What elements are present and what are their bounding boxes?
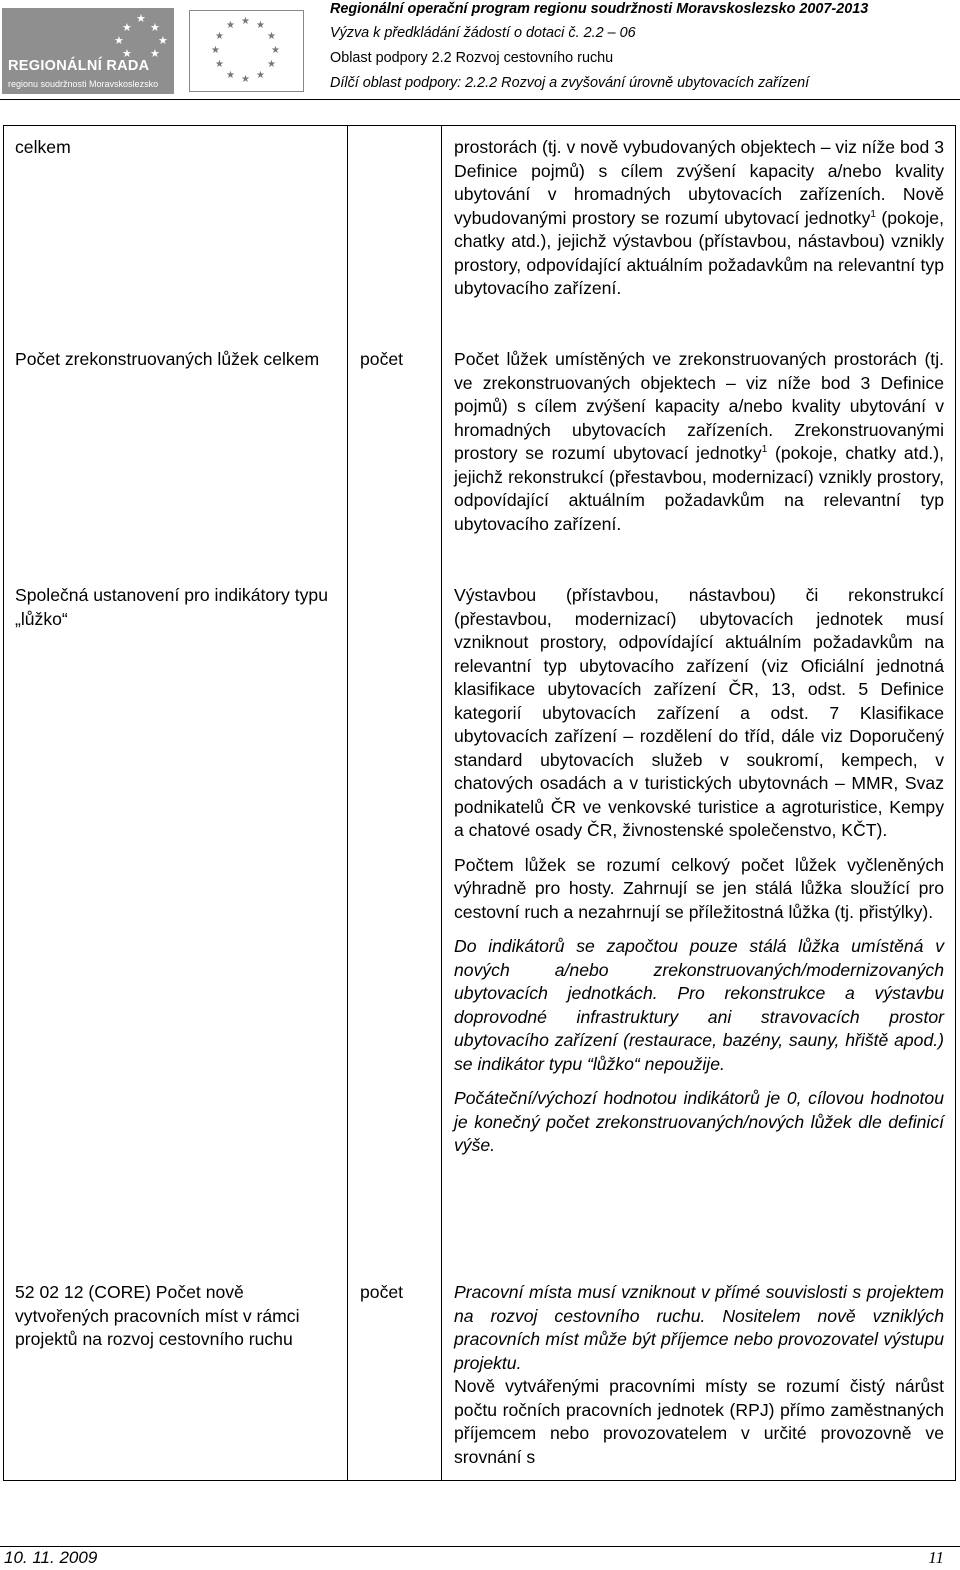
header-call: Výzva k předkládání žádostí o dotaci č. 2.2 – 06 xyxy=(330,25,636,41)
eu-stars-logo: ★ ★ ★ ★ ★ ★ ★ xyxy=(114,13,168,60)
footer-divider xyxy=(0,1546,960,1547)
header-sub-area: Dílčí oblast podpory: 2.2.2 Rozvoj a zvyšování úrovně ubytovacích zařízení xyxy=(330,75,810,91)
footnote-ref: 1 xyxy=(870,208,876,220)
indicator-name: celkem xyxy=(15,137,71,157)
description-paragraph: Do indikátorů se započtou pouze stálá lůžka umístěná v nových a/nebo zrekonstruovaných/modernizovaných ubytovacích jednotkách. Pro rekonstrukce a výstavbu doprovodné infrastruktury ani stravovacích prostor ubytovacího zařízení (restaurace, bazény, sauny, hřiště apod.) se indikátor typu “lůžko“ nepoužije. xyxy=(454,936,944,1074)
eu-flag-logo xyxy=(189,10,304,92)
logo-subtitle: regionu soudržnosti Moravskoslezsko xyxy=(8,79,159,89)
header-support-area: Oblast podpory 2.2 Rozvoj cestovního ruchu xyxy=(330,50,614,66)
indicator-name: Počet zrekonstruovaných lůžek celkem xyxy=(15,349,320,369)
description-paragraph: Počet lůžek umístěných ve zrekonstruovaných prostorách (tj. ve zrekonstruovaných objektech – viz níže bod 3 Definice pojmů) s cílem zvýšení kapacity a/nebo kvality ubytování v hromadných ubytovacích zařízeních. Zrekonstruovanými prostory se rozumí ubytovací jednotky$^1$ (pokoje, chatky atd.), jejichž rekonstrukcí (přestavbou, modernizací) vznikly prostory, odpovídající aktuálním požadavkům na relevantní typ ubytovacího zařízení. xyxy=(454,349,944,534)
header-divider xyxy=(0,99,960,100)
page-number: 11 xyxy=(928,1548,944,1567)
description-paragraph: Pracovní místa musí vzniknout v přímé souvislosti s projektem na rozvoj cestovního ruchu. Nositelem nově vzniklých pracovních míst může být příjemce nebo provozovatel výstupu projektu. xyxy=(454,1282,944,1373)
indicator-unit: počet xyxy=(360,349,404,369)
indicator-description xyxy=(454,584,944,1158)
footer-date: 10. 11. 2009 xyxy=(4,1548,98,1567)
description-paragraph: Nově vytvářenými pracovními místy se rozumí čistý nárůst počtu ročních pracovních jednotek (RPJ) přímo zaměstnaných příjemcem nebo provozovatelem v určité provozovně ve srovnání s xyxy=(454,1376,944,1467)
eu-stars-ring-icon: ★ ★ ★ ★ ★ ★ ★ ★ ★ ★ ★ ★ xyxy=(211,16,280,85)
regional-council-logo xyxy=(2,8,174,94)
indicator-name: Společná ustanovení pro indikátory typu „lůžko“ xyxy=(15,585,328,629)
header-program: Regionální operační program regionu soudržnosti Moravskoslezsko 2007-2013 xyxy=(330,1,869,17)
description-paragraph: Výstavbou (přístavbou, nástavbou) či rekonstrukcí (přestavbou, modernizací) ubytovacích jednotek musí vzniknout prostory, odpovídající aktuálním požadavkům na relevantní typ ubytovacího zařízení (viz Oficiální jednotná klasifikace ubytovacích zařízení ČR, 13, odst. 5 Definice kategorií ubytovacích zařízení a odst. 7 Klasifikace ubytovacích zařízení – rozdělení do tříd, dále viz Doporučený standard ubytovacích služeb v soukromí, kempech, v chatových osadách a v turistických ubytovnách – MMR, Svaz podnikatelů ČR ve venkovské turistice a agroturistice, Kempy a chatové osady ČR, živnostenské společenstvo, KČT). xyxy=(454,585,944,840)
indicator-description xyxy=(454,348,944,536)
indicator-description xyxy=(454,1281,944,1469)
column-divider xyxy=(347,126,348,1480)
column-divider xyxy=(441,126,442,1480)
description-paragraph: Počáteční/výchozí hodnotou indikátorů je 0, cílovou hodnotou je konečný počet zrekonstruovaných/nových lůžek dle definicí výše. xyxy=(454,1088,944,1155)
footnote-ref: 1 xyxy=(761,444,768,456)
indicator-unit: počet xyxy=(360,1282,404,1302)
logo-title: REGIONÁLNÍ RADA xyxy=(8,58,150,74)
description-paragraph: prostorách (tj. v nově vybudovaných objektech – viz níže bod 3 Definice pojmů) s cílem zvýšení kapacity a/nebo kvality ubytování v hromadných ubytovacích zařízeních. Nově vybudovanými prostory se rozumí ubytovací jednotky$^1$ (pokoje, chatky atd.), jejichž výstavbou (přístavbou, nástavbou) vznikly prostory, odpovídající aktuálním požadavkům na relevantní typ ubytovacího zařízení. xyxy=(454,137,944,298)
description-paragraph: Počtem lůžek se rozumí celkový počet lůžek vyčleněných výhradně pro hosty. Zahrnují se jen stálá lůžka sloužící pro cestovní ruch a nezahrnují se příležitostná lůžka (tj. přistýlky). xyxy=(454,854,944,922)
indicator-description xyxy=(454,136,944,301)
indicator-name: 52 02 12 (CORE) Počet nově vytvořených pracovních míst v rámci projektů na rozvoj cestovního ruchu xyxy=(15,1282,300,1349)
indicator-table xyxy=(3,125,956,1481)
